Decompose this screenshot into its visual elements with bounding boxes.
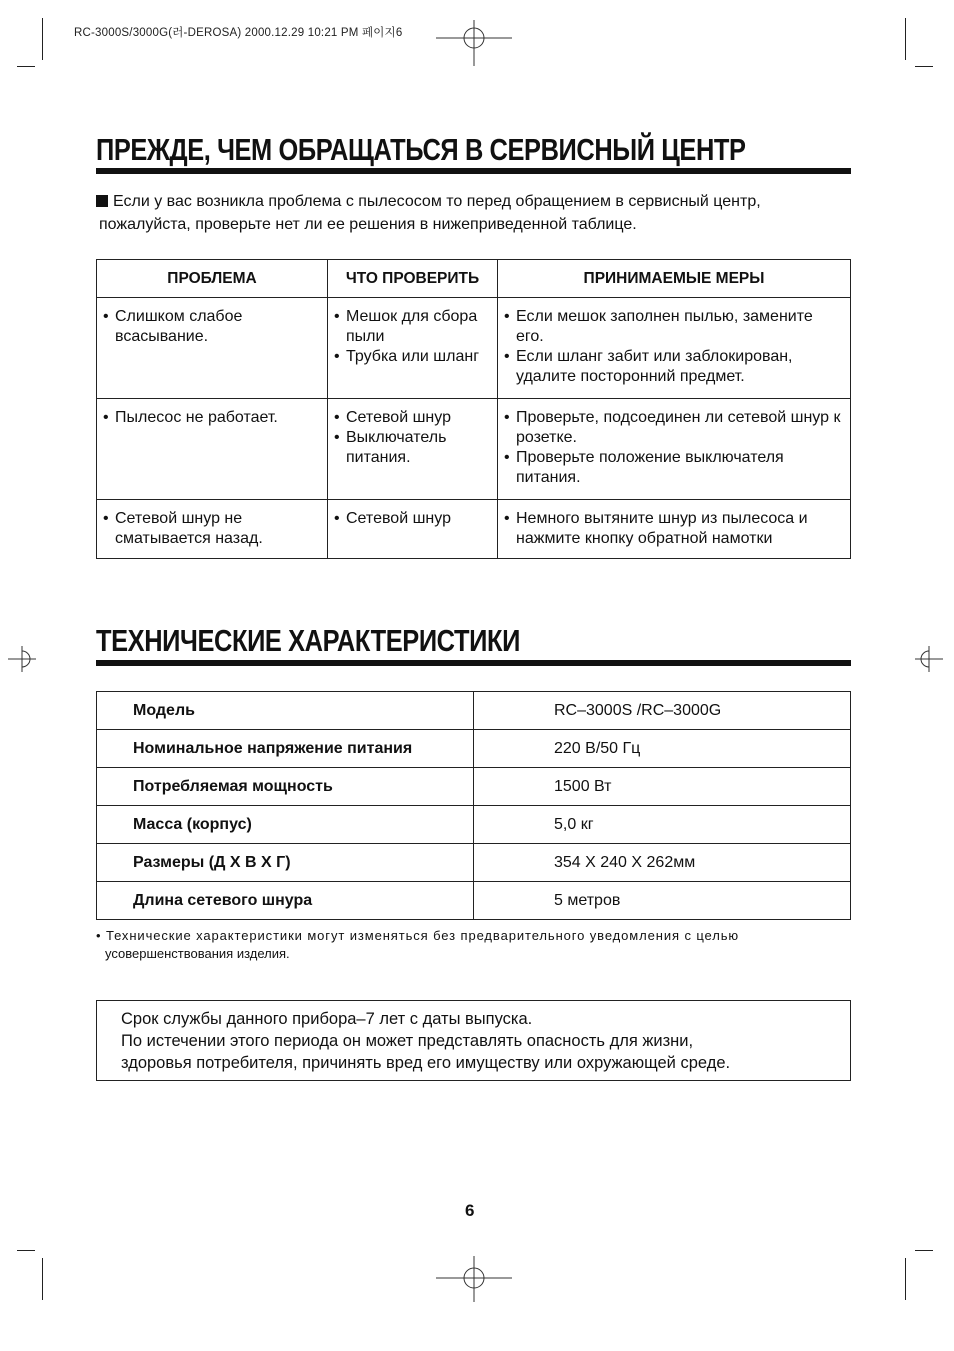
list-item: • Проверьте, подсоединен ли сетевой шнур к розетке. [504,408,844,448]
spec-label: Размеры (Д X В X Г) [97,844,474,882]
list-item: • Сетевой шнур [334,509,491,529]
spec-value: 220 В/50 Гц [474,730,851,768]
note-line-cont: усовершенствования изделия. [105,946,290,961]
table-row [97,500,851,559]
list-item: • Немного вытяните шнур из пылесоса и нажмите кнопку обратной намотки [504,509,844,549]
service-life-line: здоровья потребителя, причинять вред его имуществу или охружающей среде. [121,1054,731,1072]
spec-label: Потребляемая мощность [97,768,474,806]
problem-cell [97,500,328,559]
page-title: ПРЕЖДЕ, ЧЕМ ОБРАЩАТЬСЯ В СЕРВИСНЫЙ ЦЕНТР [96,132,746,167]
page-number: 6 [465,1201,475,1220]
spec-value: RC–3000S /RC–3000G [474,692,851,730]
column-header: ПРИНИМАЕМЫЕ МЕРЫ [498,260,851,298]
check-cell [328,298,498,399]
intro-line: Если у вас возникла проблема с пылесосом то перед обращением в сервисный центр, [113,193,761,210]
intro-line-cont: пожалуйста, проверьте нет ли ее решения в нижеприведенной таблице. [99,216,637,233]
crop-mark [42,18,43,60]
title-rule [96,660,851,666]
note-line: Технические характеристики могут изменяться без предварительного уведомления с целью [105,928,740,943]
spec-label: Масса (корпус) [97,806,474,844]
spec-value: 5 метров [474,882,851,920]
table-row [97,882,851,920]
check-cell [328,399,498,500]
crop-mark [42,1258,43,1300]
troubleshooting-table [96,259,851,559]
spec-label: Номинальное напряжение питания [97,730,474,768]
column-header: ПРОБЛЕМА [97,260,328,298]
service-life-line: Срок службы данного прибора–7 лет с даты выпуска. [121,1010,533,1028]
section-title: ТЕХНИЧЕСКИЕ ХАРАКТЕРИСТИКИ [96,623,520,658]
table-row [97,844,851,882]
spec-value: 5,0 кг [474,806,851,844]
table-row [97,298,851,399]
registration-mark-icon [915,646,945,672]
spec-label: Длина сетевого шнура [97,882,474,920]
list-item: • Если мешок заполнен пылью, замените его. [504,307,844,347]
list-item: • Выключатель питания. [334,428,491,468]
table-header-row [97,260,851,298]
table-row [97,399,851,500]
crop-mark [915,1250,933,1251]
problem-cell [97,399,328,500]
service-life-box [96,1000,851,1081]
measures-cell [498,500,851,559]
spec-value: 1500 Вт [474,768,851,806]
crop-mark [915,66,933,67]
check-cell [328,500,498,559]
print-header: RC-3000S/3000G(러-DEROSA) 2000.12.29 10:21 PM 페이지6 [74,27,403,39]
crop-mark [17,66,35,67]
list-item: • Сетевой шнур не сматывается назад. [103,509,321,549]
specs-note [96,927,856,963]
table-row [97,806,851,844]
list-item: • Проверьте положение выключателя питания. [504,448,844,488]
table-row [97,692,851,730]
bullet-icon: • [96,928,106,943]
crop-mark [905,18,906,60]
square-bullet-icon [96,195,108,207]
list-item: • Мешок для сбора пыли [334,307,491,347]
crop-mark [905,1258,906,1300]
table-row [97,768,851,806]
column-header: ЧТО ПРОВЕРИТЬ [328,260,498,298]
specs-table [96,691,851,920]
service-life-line: По истечении этого периода он может представлять опасность для жизни, [121,1032,694,1050]
registration-mark-icon [436,20,516,66]
list-item: • Сетевой шнур [334,408,491,428]
title-rule [96,168,851,174]
list-item: • Пылесос не работает. [103,408,321,428]
table-row [97,730,851,768]
crop-mark [17,1250,35,1251]
spec-value: 354 X 240 X 262мм [474,844,851,882]
spec-label: Модель [97,692,474,730]
measures-cell [498,298,851,399]
problem-cell [97,298,328,399]
list-item: • Слишком слабое всасывание. [103,307,321,347]
list-item: • Если шланг забит или заблокирован, удалите посторонний предмет. [504,347,844,387]
list-item: • Трубка или шланг [334,347,491,367]
measures-cell [498,399,851,500]
registration-mark-icon [6,646,36,672]
registration-mark-icon [436,1256,516,1302]
intro-text [96,190,851,236]
